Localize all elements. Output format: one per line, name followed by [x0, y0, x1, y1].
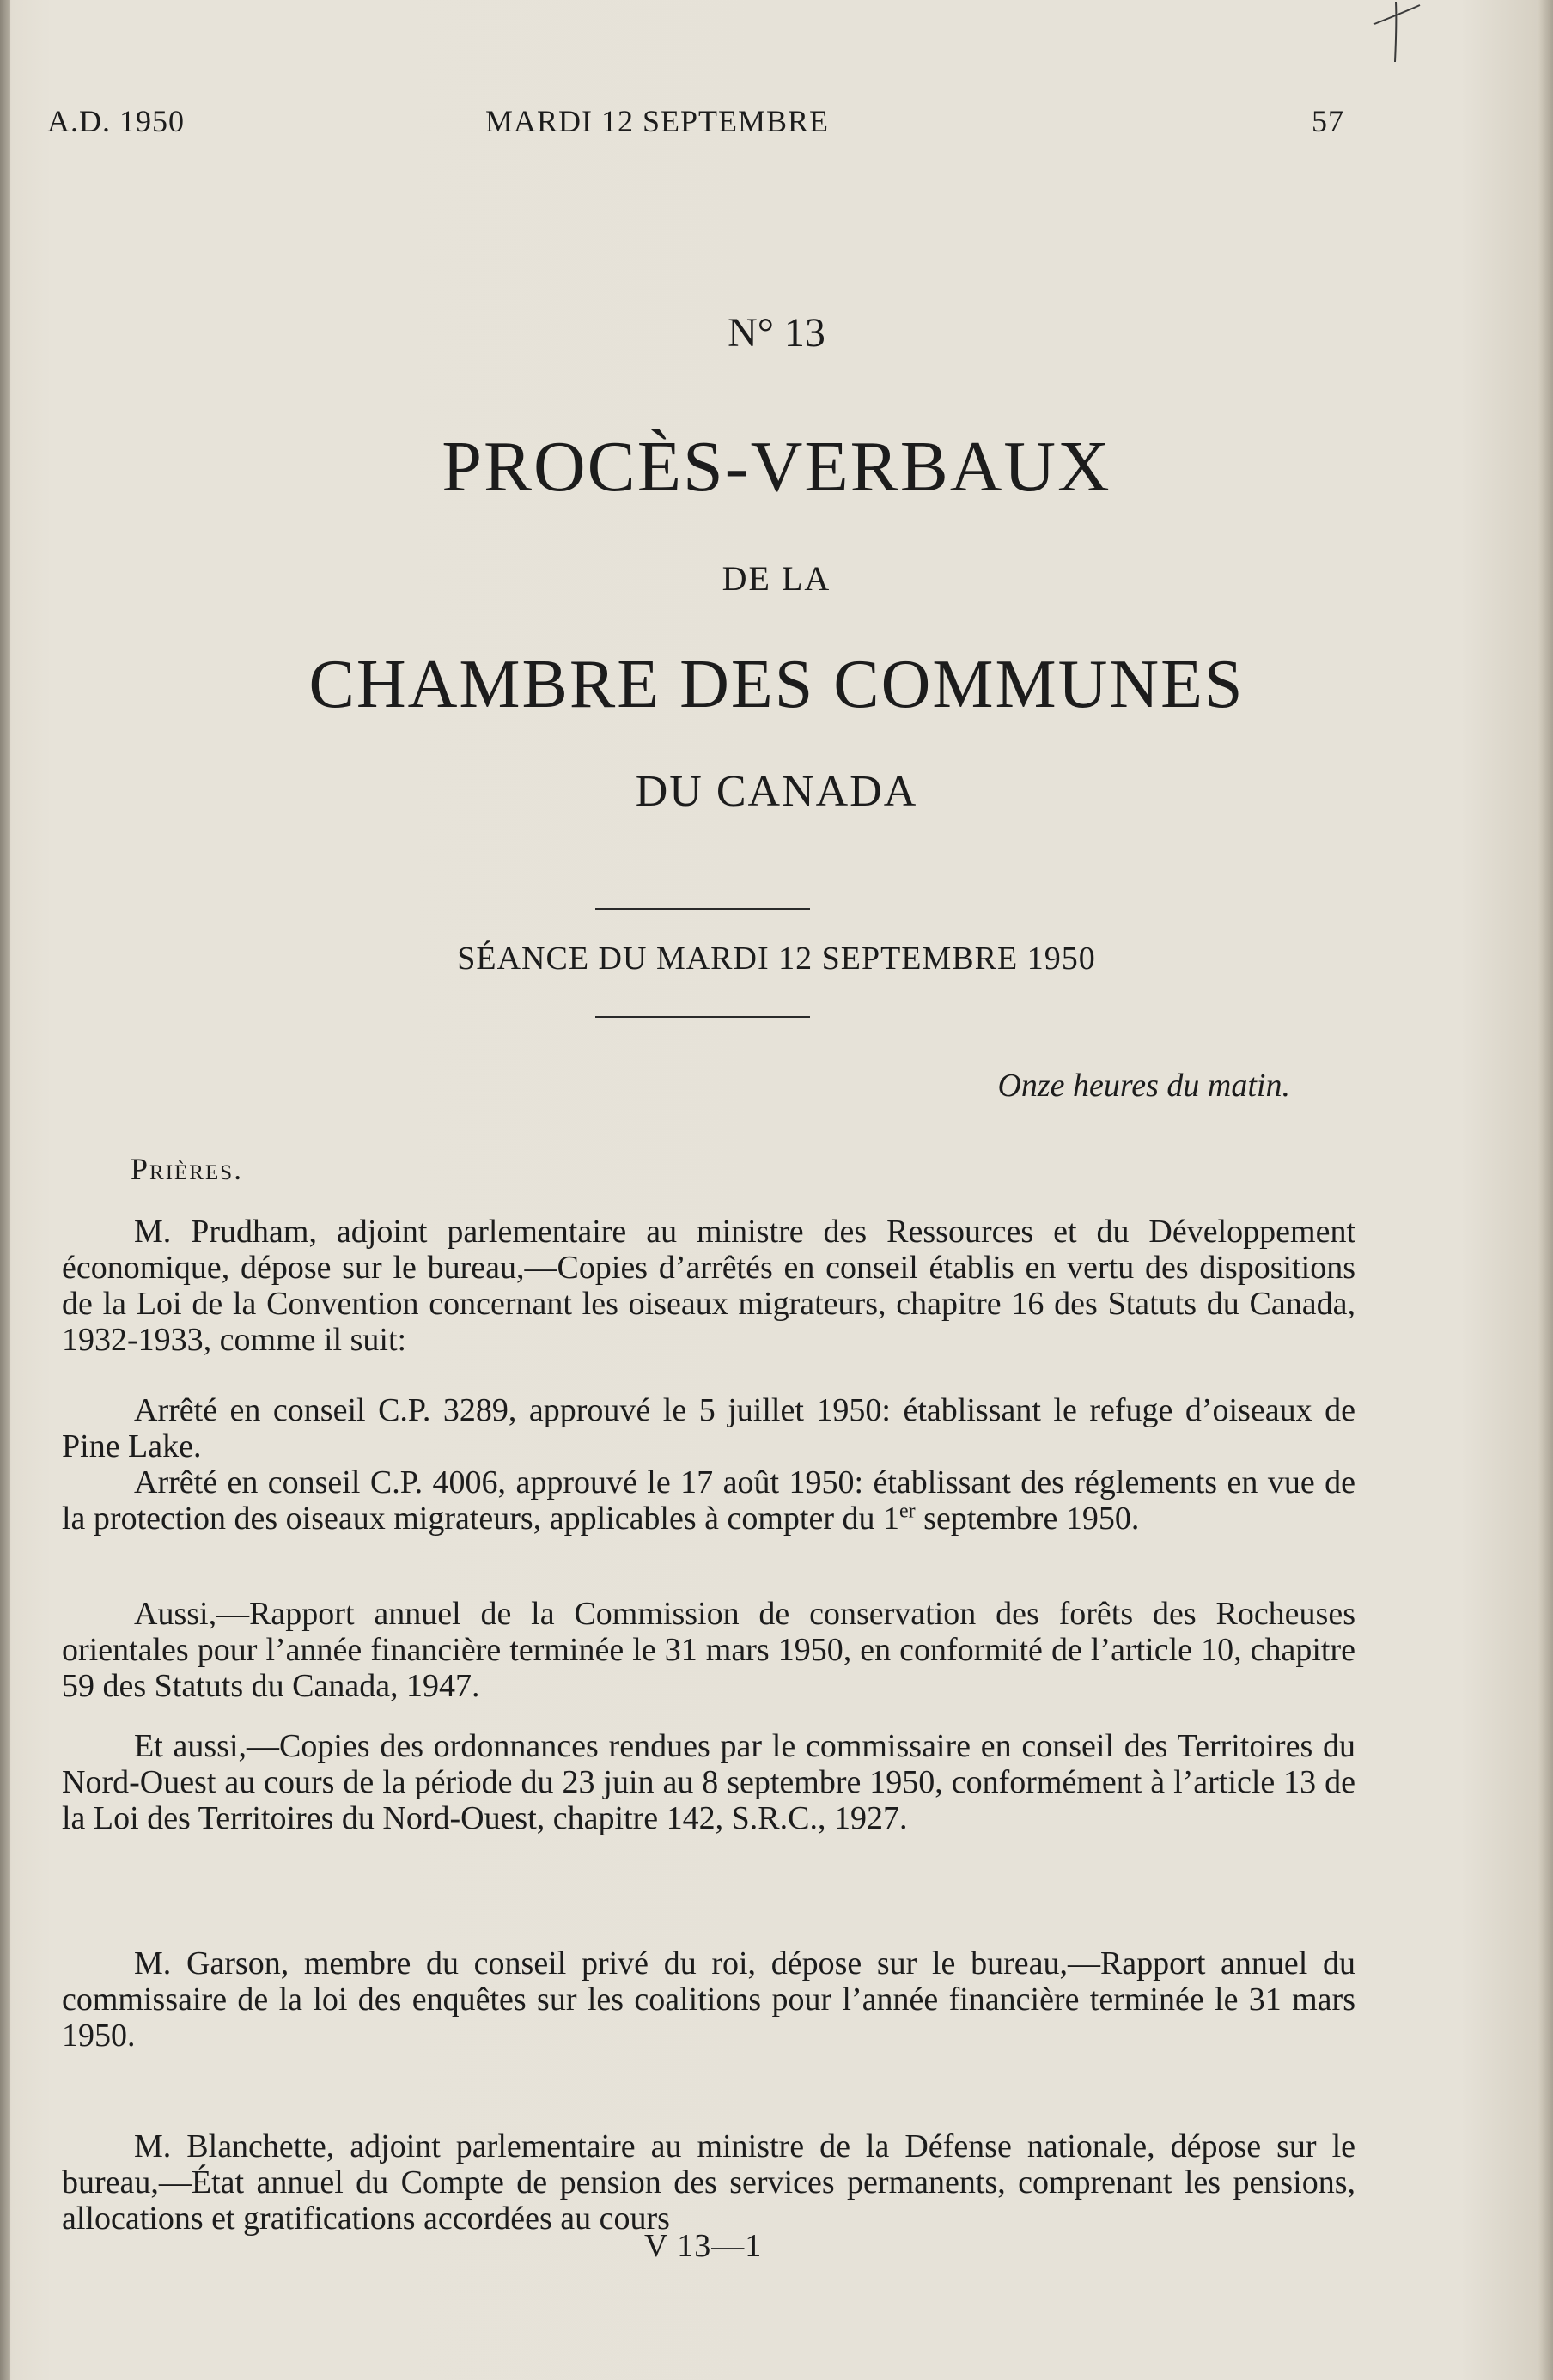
page-number: 57: [1312, 104, 1344, 138]
title-chambre: CHAMBRE DES COMMUNES: [308, 647, 1245, 722]
paragraph: [62, 1464, 1355, 1537]
paragraph-text: septembre 1950.: [915, 1500, 1140, 1537]
paragraph: Et aussi,—Copies des ordonnances rendues par le commissaire en conseil des Territoires du Nord-Ouest au cours de la période du 23 juin au 8 septembre 1950, conformément à l’article 13 de la Loi des Territoires du Nord-Ouest, chapitre 142, S.R.C., 1927.: [62, 1728, 1355, 1836]
running-header: [47, 103, 1344, 146]
binding-edge: [0, 0, 10, 2380]
title-du-canada: DU CANADA: [635, 767, 918, 816]
paragraph: M. Blanchette, adjoint parlementaire au ministre de la Défense nationale, dépose sur le bureau,—État annuel du Compte de pension des services permanents, comprenant les pensions, allocations et gratifications accordées au cours: [62, 2128, 1355, 2237]
paragraph: Aussi,—Rapport annuel de la Commission de conservation des forêts des Rocheuses orientales pour l’année financière terminée le 31 mars 1950, en conformité de l’article 10, chapitre 59 des Statuts du Canada, 1947.: [62, 1596, 1355, 1704]
divider-rule: [595, 908, 810, 910]
prieres-heading: Prières.: [131, 1152, 244, 1186]
header-date: MARDI 12 SEPTEMBRE: [485, 104, 830, 138]
page-right-edge: [1538, 0, 1553, 2380]
paragraph-text: Arrêté en conseil C.P. 4006, approuvé le 17 août 1950: établissant des réglements en vue de la protection des oiseaux migrateurs, applicables à compter du 1: [62, 1464, 1355, 1537]
ordinal-suffix: er: [899, 1500, 916, 1523]
paragraph: M. Garson, membre du conseil privé du roi, dépose sur le bureau,—Rapport annuel du commissaire de la loi des enquêtes sur les coalitions pour l’année financière terminée le 31 mars 1950.: [62, 1945, 1355, 2054]
issue-number: N° 13: [728, 310, 825, 356]
session-heading: SÉANCE DU MARDI 12 SEPTEMBRE 1950: [457, 940, 1096, 977]
session-time: Onze heures du matin.: [997, 1068, 1290, 1104]
title-proces-verbaux: PROCÈS-VERBAUX: [442, 427, 1111, 507]
handwritten-mark: [1370, 0, 1422, 64]
divider-rule: [595, 1016, 810, 1018]
title-connector: DE LA: [722, 559, 831, 598]
paragraph: Arrêté en conseil C.P. 3289, approuvé le 5 juillet 1950: établissant le refuge d’oiseaux de Pine Lake.: [62, 1392, 1355, 1464]
signature-mark: V 13—1: [644, 2228, 763, 2264]
header-year: A.D. 1950: [47, 104, 185, 138]
paragraph: M. Prudham, adjoint parlementaire au ministre des Ressources et du Développement économique, dépose sur le bureau,—Copies d’arrêtés en conseil établis en vertu des dispositions de la Loi de la Convention concernant les oiseaux migrateurs, chapitre 16 des Statuts du Canada, 1932-1933, comme il suit:: [62, 1214, 1355, 1358]
